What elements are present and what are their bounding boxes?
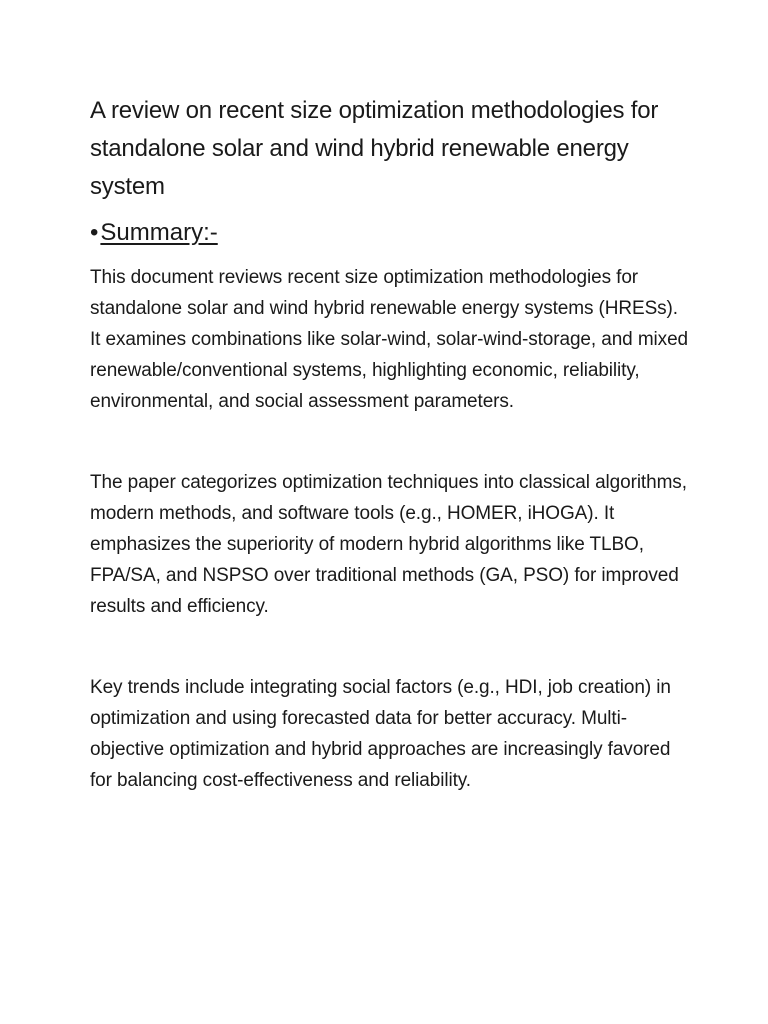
document-content (90, 92, 690, 796)
summary-paragraph-1: This document reviews recent size optimization methodologies for standalone solar and wind hybrid renewable energy systems (HRESs). It examines combinations like solar-wind, solar-wind-storage, and mixed renewable/conventional systems, highlighting economic, reliability, environmental, and social assessment parameters. (90, 267, 688, 412)
document-title: A review on recent size optimization methodologies for standalone solar and wind hybrid renewable energy system (90, 97, 659, 200)
summary-heading (90, 214, 690, 252)
summary-paragraph-2: The paper categorizes optimization techniques into classical algorithms, modern methods, and software tools (e.g., HOMER, iHOGA). It emphasizes the superiority of modern hybrid algorithms like TLBO, FPA/SA, and NSPSO over traditional methods (GA, PSO) for improved results and efficiency. (90, 472, 687, 617)
summary-paragraph-3: Key trends include integrating social factors (e.g., HDI, job creation) in optimization and using forecasted data for better accuracy. Multi-objective optimization and hybrid approaches are increasingly favored for balancing cost-effectiveness and reliability. (90, 677, 671, 791)
summary-label: Summary:- (100, 219, 218, 246)
bullet-icon: • (90, 219, 99, 246)
